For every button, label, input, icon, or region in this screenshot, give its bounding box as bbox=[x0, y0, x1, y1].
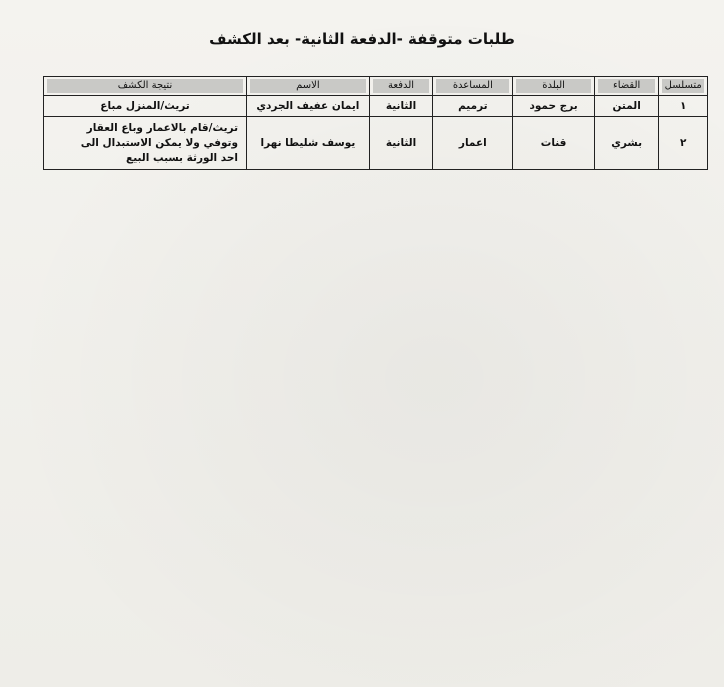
cell-result: تريث/المنزل مباع bbox=[44, 96, 247, 117]
header-result: نتيجة الكشف bbox=[44, 77, 247, 96]
requests-table bbox=[43, 76, 708, 170]
header-serial: متسلسل bbox=[659, 77, 708, 96]
cell-aid: ترميم bbox=[433, 96, 513, 117]
cell-batch: الثانية bbox=[369, 117, 433, 170]
document-title: طلبات متوقفة -الدفعة الثانية- بعد الكشف bbox=[209, 30, 515, 48]
cell-district: المتن bbox=[594, 96, 659, 117]
table-row bbox=[44, 96, 708, 117]
table-header-row bbox=[44, 77, 708, 96]
cell-batch: الثانية bbox=[369, 96, 433, 117]
cell-serial: ١ bbox=[659, 96, 708, 117]
header-name: الاسم bbox=[247, 77, 370, 96]
cell-serial: ٢ bbox=[659, 117, 708, 170]
cell-name: يوسف شليطا نهرا bbox=[247, 117, 370, 170]
table-row bbox=[44, 117, 708, 170]
cell-town: برج حمود bbox=[513, 96, 595, 117]
result-line: احد الورثة بسبب البيع bbox=[126, 151, 239, 164]
cell-result bbox=[44, 117, 247, 170]
cell-name: ايمان عفيف الجردي bbox=[247, 96, 370, 117]
header-district: القضاء bbox=[594, 77, 659, 96]
cell-aid: اعمار bbox=[433, 117, 513, 170]
header-town: البلدة bbox=[513, 77, 595, 96]
cell-district: بشري bbox=[594, 117, 659, 170]
header-aid: المساعدة bbox=[433, 77, 513, 96]
result-line: وتوفي ولا يمكن الاستبدال الى bbox=[80, 136, 239, 149]
result-line: تريث/قام بالاعمار وباع العقار bbox=[86, 121, 239, 134]
cell-town: قنات bbox=[513, 117, 595, 170]
header-batch: الدفعة bbox=[369, 77, 433, 96]
